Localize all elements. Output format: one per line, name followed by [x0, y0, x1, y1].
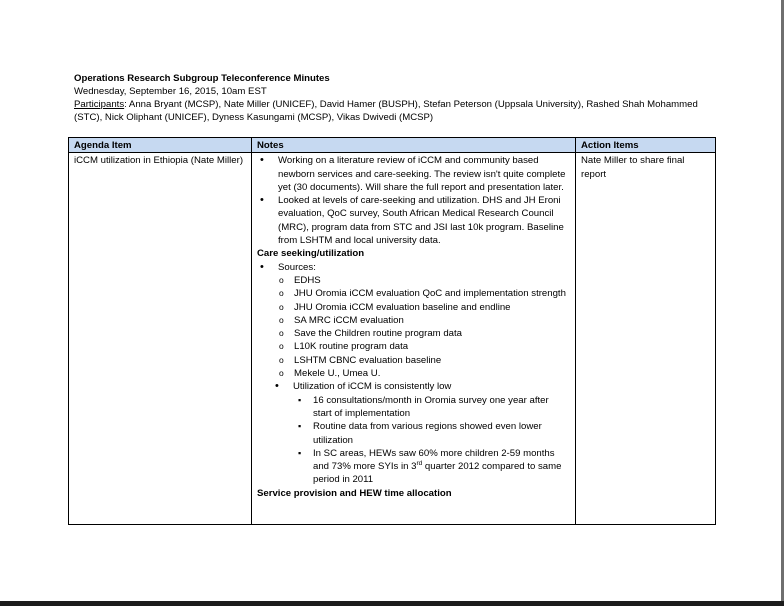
- utilization-bullet-list: [257, 380, 570, 393]
- document-header: [74, 72, 714, 124]
- sources-bullet-list: [257, 261, 570, 274]
- list-item: • Looked at levels of care-seeking and utilization. DHS and JH Eroni evaluation, QoC survey, South African Medical Research Council (MRC), program data from STC and JSI last 10k program. Baseline from LSHTM and local university data.: [257, 194, 570, 247]
- list-item: [257, 447, 570, 487]
- sc-point-text-end: quarter 2012 compared to same period in 2011: [313, 461, 562, 486]
- section-heading-service-provision: Service provision and HEW time allocation: [257, 487, 452, 499]
- notes-cell: [252, 153, 576, 525]
- list-item: o SA MRC iCCM evaluation: [257, 314, 570, 327]
- list-item: o EDHS: [257, 274, 570, 287]
- list-item: o LSHTM CBNC evaluation baseline: [257, 354, 570, 367]
- page-edge-bottom: [0, 601, 784, 606]
- column-header-notes: Notes: [252, 138, 576, 153]
- table-header-row: [69, 138, 716, 153]
- minutes-table: [68, 137, 716, 525]
- section-heading-care-seeking: Care seeking/utilization: [257, 248, 365, 260]
- list-item: ▪ Routine data from various regions showed even lower utilization: [257, 420, 570, 447]
- ordinal-suffix: rd: [416, 459, 423, 467]
- column-header-action: Action Items: [576, 138, 716, 153]
- list-item: o JHU Oromia iCCM evaluation baseline and endline: [257, 301, 570, 314]
- list-item: • Working on a literature review of iCCM and community based newborn services and care-seeking. The review isn't quite complete yet (30 documents). Will share the full report and presentation later.: [257, 154, 570, 194]
- action-item-cell: Nate Miller to share final report: [576, 153, 716, 525]
- list-item: o Save the Children routine program data: [257, 327, 570, 340]
- column-header-agenda: Agenda Item: [69, 138, 252, 153]
- participants-list: : Anna Bryant (MCSP), Nate Miller (UNICEF), David Hamer (BUSPH), Stefan Peterson (Uppsala University), Rashed Shah Mohammed (STC), Nick Oliphant (UNICEF), Dyness Kasungami (MCSP), Vikas Dwivedi (MCSP): [74, 99, 698, 123]
- document-title: Operations Research Subgroup Teleconference Minutes: [74, 73, 330, 84]
- participants-label: Participants: [74, 99, 125, 110]
- list-item: o L10K routine program data: [257, 340, 570, 353]
- utilization-points-list: [257, 394, 570, 487]
- list-item: • Utilization of iCCM is consistently low: [257, 380, 570, 393]
- sc-point-text: In SC areas, HEWs saw 60% more children 2-59 months and 73% more SYIs in 3: [313, 447, 555, 473]
- list-item: o JHU Oromia iCCM evaluation QoC and implementation strength: [257, 287, 570, 300]
- list-item: o Mekele U., Umea U.: [257, 367, 570, 380]
- meeting-date: Wednesday, September 16, 2015, 10am EST: [74, 86, 267, 97]
- list-item: ▪ 16 consultations/month in Oromia survey one year after start of implementation: [257, 394, 570, 421]
- participants-line: [74, 98, 714, 124]
- sources-list: [257, 274, 570, 380]
- agenda-item-cell: iCCM utilization in Ethiopia (Nate Miller): [69, 153, 252, 525]
- list-item: • Sources:: [257, 261, 570, 274]
- intro-bullet-list: [257, 154, 570, 247]
- table-row: [69, 153, 716, 525]
